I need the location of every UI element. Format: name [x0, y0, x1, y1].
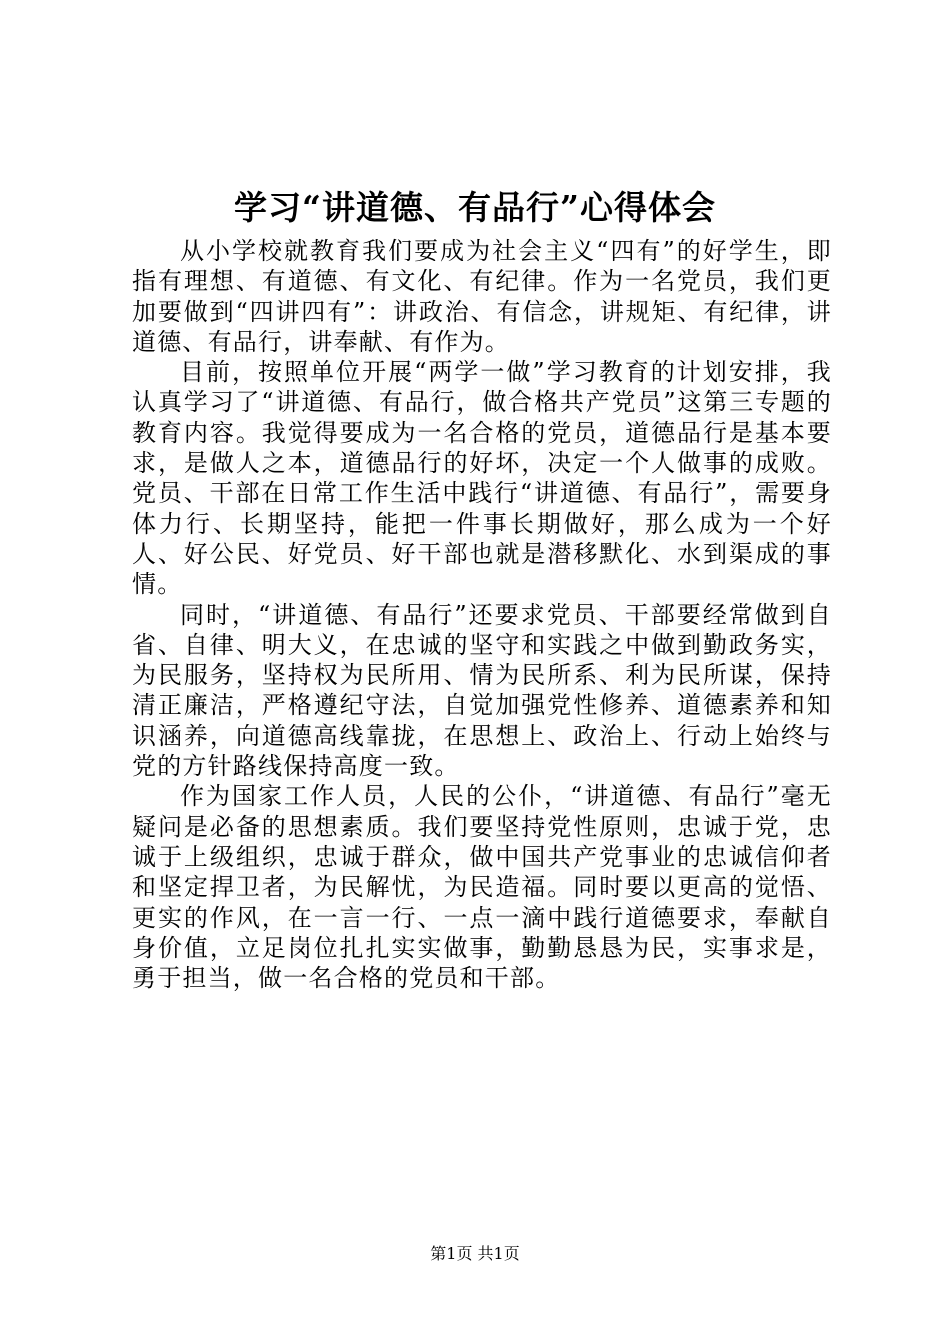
paragraph-4: 作为国家工作人员，人民的公仆，“讲道德、有品行”毫无疑问是必备的思想素质。我们要坚持党性原则，忠诚于党，忠诚于上级组织，忠诚于群众，做中国共产党事业的忠诚信仰者和坚定捍卫者，为民解忧，为民造福。同时要以更高的觉悟、更实的作风，在一言一行、一点一滴中践行道德要求，奉献自身价值，立足岗位扎扎实实做事，勤勤恳恳为民，实事求是，勇于担当，做一名合格的党员和干部。 — [132, 782, 832, 993]
document-body — [132, 236, 832, 993]
page-footer: 第1页 共1页 — [430, 1244, 520, 1263]
paragraph-3: 同时，“讲道德、有品行”还要求党员、干部要经常做到自省、自律、明大义，在忠诚的坚守和实践之中做到勤政务实，为民服务，坚持权为民所用、情为民所系、利为民所谋，保持清正廉洁，严格遵纪守法，自觉加强党性修养、道德素养和知识涵养，向道德高线靠拢，在思想上、政治上、行动上始终与党的方针路线保持高度一致。 — [132, 600, 832, 781]
document-title: 学习“讲道德、有品行”心得体会 — [234, 188, 716, 227]
paragraph-2: 目前，按照单位开展“两学一做”学习教育的计划安排，我认真学习了“讲道德、有品行，做合格共产党员”这第三专题的教育内容。我觉得要成为一名合格的党员，道德品行是基本要求，是做人之本，道德品行的好坏，决定一个人做事的成败。党员、干部在日常工作生活中践行“讲道德、有品行”，需要身体力行、长期坚持，能把一件事长期做好，那么成为一个好人、好公民、好党员、好干部也就是潜移默化、水到渠成的事情。 — [132, 358, 832, 599]
paragraph-1: 从小学校就教育我们要成为社会主义“四有”的好学生，即指有理想、有道德、有文化、有纪律。作为一名党员，我们更加要做到“四讲四有”：讲政治、有信念，讲规矩、有纪律，讲道德、有品行，讲奉献、有作为。 — [132, 237, 832, 356]
